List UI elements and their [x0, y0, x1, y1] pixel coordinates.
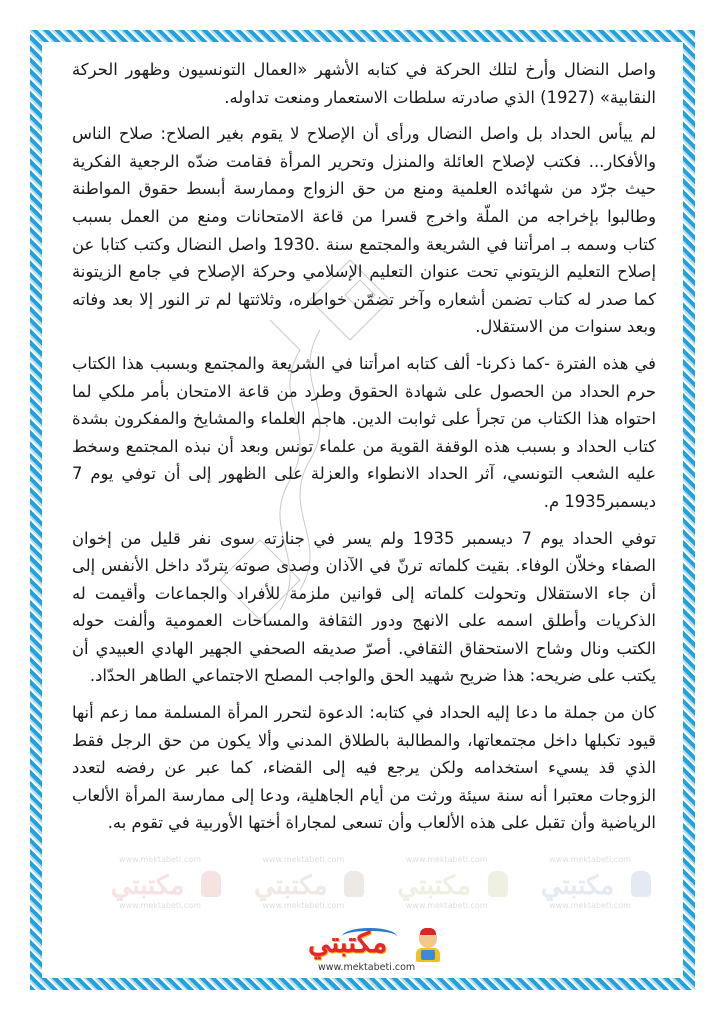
paragraph-2: لم ييأس الحداد بل واصل النضال ورأى أن الإصلاح لا يقوم بغير الصلاح: صلاح الناس والأفكار... فكتب لإصلاح العائلة والمنزل وتحرير المرأة فقامت ضدّه الرجعية الفكرية حيث جرّد من شهائده العلمية ومنع من حق الزواج وممارسة أبسط حقوق المواطنة وطالبوا بإخراجه من الملّة واخرج قسرا من قاعة الامتحانات ومنع من العمل بسبب كتاب وسمه بـ امرأتنا في الشريعة والمجتمع سنة .1930 واصل النضال وكتب كتابا عن إصلاح التعليم الزيتوني تحت عنوان التعليم الإسلامي وحركة الإصلاح في جامع الزيتونة كما صدر له كتاب تضمن أشعاره وآخر تضمّن خواطره، وثلاثتها لم تر النور إلا بعد وفاته وبعد سنوات من الاستقلال.: [72, 124, 657, 337]
watermark-logo: [382, 855, 512, 911]
kid-face-icon: [419, 935, 437, 948]
watermark-url: www.mektabeti.com: [549, 901, 631, 910]
watermark-logo-row: [95, 855, 655, 915]
watermark-kid-icon: [488, 871, 508, 897]
logo-text: مكتبتي: [308, 926, 388, 959]
watermark-url: www.mektabeti.com: [405, 901, 488, 910]
paragraph-1: واصل النضال وأرخ لتلك الحركة في كتابه الأشهر «العمال التونسيون وظهور الحركة النقابية» (1927) الذي صادرته سلطات الاستعمار ومنعت تداوله.: [72, 60, 656, 107]
article-body: [72, 56, 656, 846]
book-icon: [421, 950, 435, 960]
watermark-logo-text: مكتبتي: [540, 871, 615, 901]
watermark-logo-text: مكتبتي: [397, 871, 471, 901]
mektabeti-logo[interactable]: [300, 928, 450, 978]
watermark-logo-text: مكتبتي: [254, 871, 328, 901]
watermark-kid-icon: [344, 871, 364, 897]
paragraph-4: توفي الحداد يوم 7 ديسمبر 1935 ولم يسر في جنازته سوى نفر قليل من إخوان الصفاء وخلاّن الوفاء. بقيت كلماته ترنّ في الآذان وصدى صوته يتردّد داخل الأنفس إلى أن جاء الاستقلال وتحولت كلماته إلى قوانين ملزمة للأفراد والجماعات وأقيمت له الذكريات وأطلق اسمه على الانهج ودور الثقافة والمساحات العمومية وألفت حوله الكتب ونال وشاح الاستحقاق الثقافي. أصرّ صديقه الصحفي الجهير الهادي العبيدي أن يكتب على ضريحه: هذا ضريح شهيد الحق والواجب المصلح الاجتماعي الطاهر الحدّاد.: [72, 528, 657, 686]
watermark-url: www.mektabeti.com: [262, 901, 345, 910]
watermark-kid-icon: [631, 871, 651, 897]
watermark-url: www.mektabeti.com: [405, 855, 488, 864]
watermark-logo: [95, 855, 225, 911]
watermark-logo: [238, 855, 368, 911]
watermark-url: www.mektabeti.com: [119, 901, 201, 910]
watermark-logo-text: مكتبتي: [110, 871, 185, 901]
watermark-url: www.mektabeti.com: [119, 855, 201, 864]
logo-url[interactable]: www.mektabeti.com: [318, 962, 416, 973]
watermark-url: www.mektabeti.com: [549, 855, 631, 864]
paragraph-3: في هذه الفترة -كما ذكرنا- ألف كتابه امرأتنا في الشريعة والمجتمع وبسبب هذا الكتاب حرم الحداد من الحصول على شهادة الحقوق وطرد من قاعة الامتحان بأمر ملكي لما احتواه هذا الكتاب من تجرأ على ثوابت الدين. هاجم العلماء والمشايخ والمفكرون بشدة كتاب الحداد و بسبب هذه الوقفة القوية من علماء تونس وبعد أن نبذه المجتمع وسخط عليه الشعب التونسي، آثر الحداد الانطواء والعزلة على الظهور إلى أن توفي يوم 7 ديسمبر1935 م.: [72, 353, 656, 511]
reading-kid-icon: [414, 928, 442, 962]
watermark-kid-icon: [201, 871, 221, 897]
watermark-logo: [525, 855, 655, 911]
paragraph-5: كان من جملة ما دعا إليه الحداد في كتابه: الدعوة لتحرر المرأة المسلمة مما زعم أنها قيود تكبلها داخل مجتمعاتها، والمطالبة بالطلاق المدني وألا يكون من حق الرجل فقط الذي قد يسيء استخدامه ولكن يرجع فيه إلى القضاء، كما عبر عن رفضه لتعدد الزوجات معتبرا أنه سنة سيئة ورثت من أيام الجاهلية، ودعا إلى ممارسة المرأة الألعاب الرياضية وأن تقبل على هذه الألعاب وأن تسعى لمجاراة أختها الأوربية في تقوم به.: [72, 703, 656, 833]
watermark-url: www.mektabeti.com: [262, 855, 345, 864]
